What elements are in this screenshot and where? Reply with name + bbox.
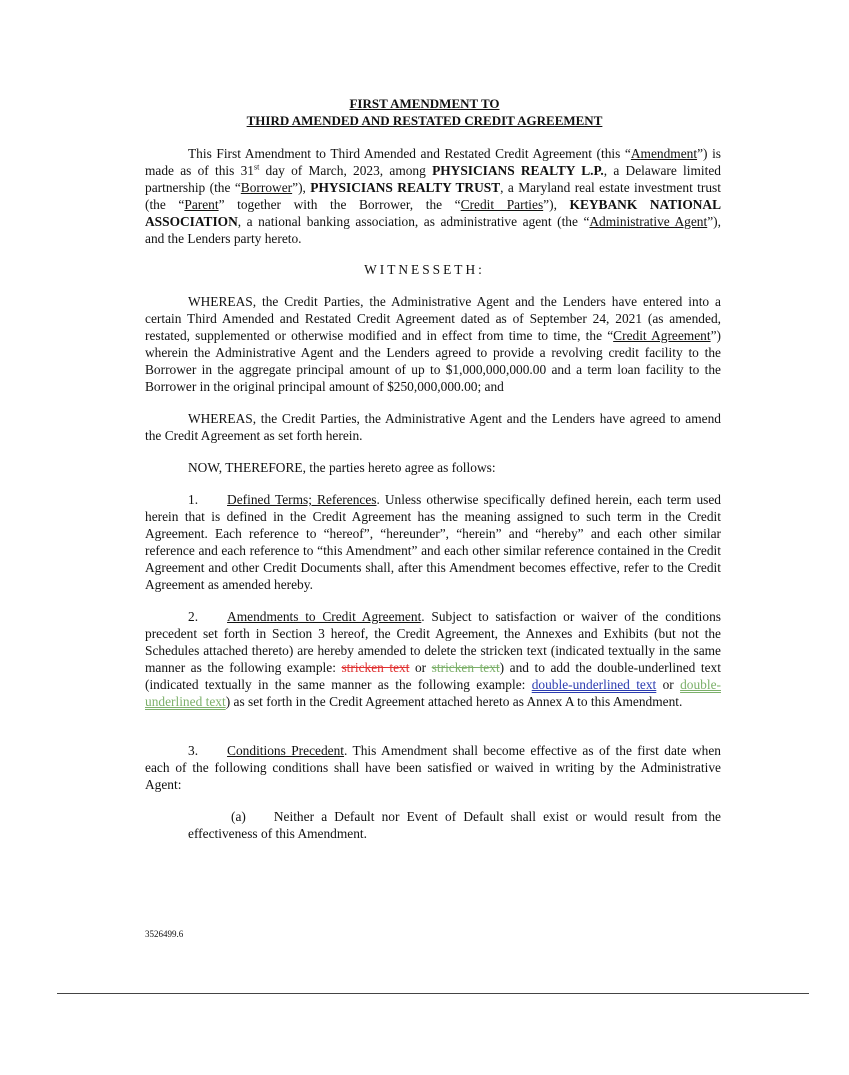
section-1-paragraph: 1. Defined Terms; References. Unless otherwise specifically defined herein, each term used herein that is defined in the Credit Agreement has the meaning assigned to such term in the Credit Agreement. Each reference to “hereof”, “hereunder”, “herein” and “hereby” and each other similar reference and each reference to “this Amendment” and each other similar reference contained in the Credit Agreement and other Credit Documents shall, after this Amendment becomes effective, refer to the Credit Agreement as amended hereby. — [145, 492, 721, 592]
section-2-paragraph: 2. Amendments to Credit Agreement. Subject to satisfaction or waiver of the conditions precedent set forth in Section 3 hereof, the Credit Agreement, the Annexes and Exhibits (but not the Schedules attached thereto) are hereby amended to delete the stricken text (indicated textually in the same manner as the following example: stricken text or stricken text) and to add the double-underlined text (indicated textually in the same manner as the following example: double-underlined text or double-underlined text) as set forth in the Credit Agreement attached hereto as Annex A to this Amendment. — [145, 609, 721, 709]
section-3a-paragraph: (a) Neither a Default nor Event of Default shall exist or would result from the effectiveness of this Amendment. — [188, 809, 721, 841]
section-2-heading: Amendments to Credit Agreement — [227, 609, 422, 624]
section-3a-label: (a) — [231, 809, 246, 824]
party-physicians-realty-trust: PHYSICIANS REALTY TRUST — [310, 180, 501, 195]
section-1-number: 1. — [188, 492, 199, 507]
party-keybank: KEYBANK NATIONAL ASSOCIATION — [145, 197, 722, 229]
defined-term-amendment: Amendment — [630, 146, 698, 161]
defined-term-administrative-agent: Administrative Agent — [589, 214, 708, 229]
double-underlined-green-example: double-underlined text — [145, 677, 721, 709]
section-3-paragraph: 3. Conditions Precedent. This Amendment shall become effective as of the first date when each of the following conditions shall have been satisfied or waived in writing by the Administrative Agent: — [145, 743, 721, 792]
defined-term-credit-parties: Credit Parties — [460, 197, 544, 212]
stricken-text-red-example: stricken text — [341, 660, 410, 675]
defined-term-borrower: Borrower — [240, 180, 293, 195]
title-line-2: THIRD AMENDED AND RESTATED CREDIT AGREEMENT — [246, 113, 603, 128]
party-physicians-realty-lp: PHYSICIANS REALTY L.P. — [432, 163, 604, 178]
defined-term-credit-agreement: Credit Agreement — [613, 328, 711, 343]
whereas-paragraph-2: WHEREAS, the Credit Parties, the Administrative Agent and the Lenders have agreed to amend the Credit Agreement as set forth herein. — [145, 411, 721, 443]
section-1-heading: Defined Terms; References — [227, 492, 377, 507]
stricken-text-green-example: stricken text — [431, 660, 500, 675]
intro-paragraph: This First Amendment to Third Amended and Restated Credit Agreement (this “Amendment”) is made as of this 31st day of March, 2023, among PHYSICIANS REALTY L.P., a Delaware limited partnership (the “Borrower”), PHYSICIANS REALTY TRUST, a Maryland real estate investment trust (the “Parent” together with the Borrower, the “Credit Parties”), KEYBANK NATIONAL ASSOCIATION, a national banking association, as administrative agent (the “Administrative Agent”), and the Lenders party hereto. — [145, 146, 722, 246]
witnesseth-heading: WITNESSETH: — [364, 262, 485, 277]
section-2-number: 2. — [188, 609, 199, 624]
whereas-paragraph-1: WHEREAS, the Credit Parties, the Administrative Agent and the Lenders have entered into a certain Third Amended and Restated Credit Agreement dated as of September 24, 2021 (as amended, restated, supplemented or otherwise modified and in effect from time to time, the “Credit Agreement”) wherein the Administrative Agent and the Lenders agreed to provide a revolving credit facility to the Borrower in the aggregate principal amount of up to $1,000,000,000.00 and a term loan facility to the Borrower in the original principal amount of $250,000,000.00; and — [145, 294, 721, 394]
now-therefore-paragraph: NOW, THEREFORE, the parties hereto agree as follows: — [188, 460, 496, 475]
section-3-number: 3. — [188, 743, 199, 758]
defined-term-parent: Parent — [184, 197, 219, 212]
section-3-heading: Conditions Precedent — [227, 743, 345, 758]
double-underlined-blue-example: double-underlined text — [531, 677, 657, 692]
footer-divider — [57, 993, 809, 994]
title-line-1: FIRST AMENDMENT TO — [349, 96, 500, 111]
document-number: 3526499.6 — [145, 929, 184, 939]
